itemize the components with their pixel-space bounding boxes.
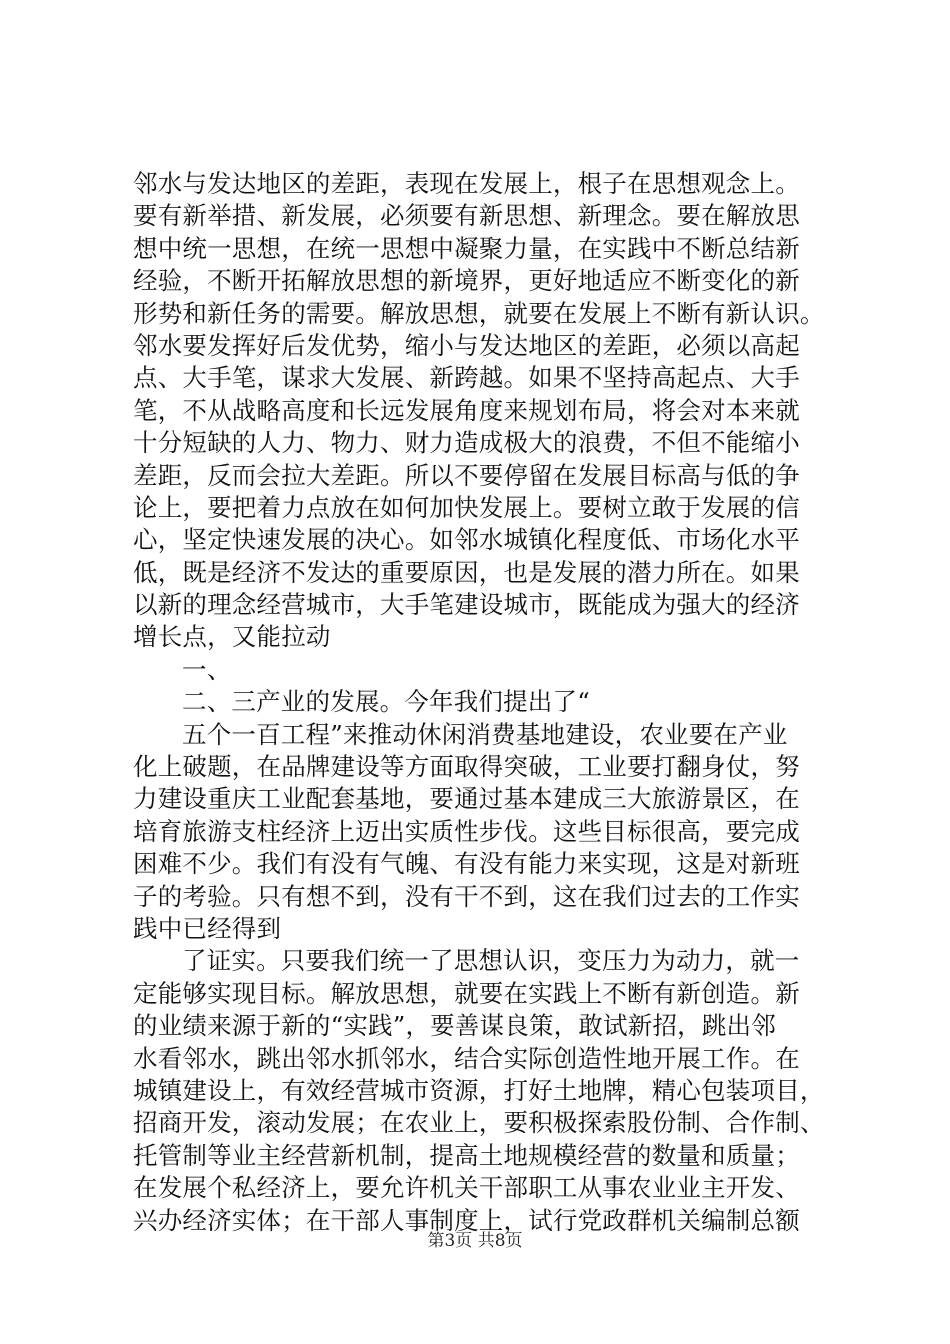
- text-line: 邻水要发挥好后发优势，缩小与发达地区的差距，必须以高起: [133, 330, 800, 360]
- text-line: 心，坚定快速发展的决心。如邻水城镇化程度低、市场化水平: [133, 525, 800, 555]
- text-line: 招商开发，滚动发展；在农业上，要积极探索股份制、合作制、: [133, 1108, 825, 1138]
- text-line: 以新的理念经营城市，大手笔建设城市，既能成为强大的经济: [133, 590, 800, 620]
- text-line: 托管制等业主经营新机制，提高土地规模经营的数量和质量；: [133, 1140, 800, 1170]
- text-line: 论上，要把着力点放在如何加快发展上。要树立敢于发展的信: [133, 492, 800, 522]
- text-line: 要有新举措、新发展，必须要有新思想、新理念。要在解放思: [133, 201, 800, 231]
- text-line: 在发展个私经济上，要允许机关干部职工从事农业业主开发、: [133, 1173, 800, 1203]
- text-line: 力建设重庆工业配套基地，要通过基本建成三大旅游景区，在: [133, 784, 800, 814]
- text-line: 差距，反而会拉大差距。所以不要停留在发展目标高与低的争: [133, 460, 800, 490]
- text-line: 形势和新任务的需要。解放思想，就要在发展上不断有新认识。: [133, 298, 825, 328]
- text-line: 笔，不从战略高度和长远发展角度来规划布局，将会对本来就: [133, 395, 800, 425]
- text-line: 兴办经济实体；在干部人事制度上，试行党政群机关编制总额: [133, 1205, 800, 1235]
- text-line: 城镇建设上，有效经营城市资源，打好土地牌，精心包装项目，: [133, 1075, 825, 1105]
- text-line: 增长点，又能拉动: [133, 622, 331, 652]
- text-line: 二、三产业的发展。今年我们提出了“: [182, 687, 590, 717]
- text-line: 子的考验。只有想不到，没有干不到，这在我们过去的工作实: [133, 881, 800, 911]
- text-line: 的业绩来源于新的“实践”，要善谋良策，敢试新招，跳出邻: [133, 1011, 776, 1041]
- text-line: 困难不少。我们有没有气魄、有没有能力来实现，这是对新班: [133, 849, 800, 879]
- body-text: [133, 168, 853, 1237]
- text-line: 邻水与发达地区的差距，表现在发展上，根子在思想观念上。: [133, 169, 800, 198]
- text-line: 经验，不断开拓解放思想的新境界，更好地适应不断变化的新: [133, 266, 800, 296]
- text-line: 水看邻水，跳出邻水抓邻水，结合实际创造性地开展工作。在: [133, 1043, 800, 1073]
- text-line: 点、大手笔，谋求大发展、新跨越。如果不坚持高起点、大手: [133, 363, 800, 393]
- text-line: 定能够实现目标。解放思想，就要在实践上不断有新创造。新: [133, 978, 800, 1008]
- text-line: 了证实。只要我们统一了思想认识，变压力为动力，就一: [182, 946, 800, 976]
- text-line: 想中统一思想，在统一思想中凝聚力量，在实践中不断总结新: [133, 233, 800, 263]
- text-line: 五个一百工程”来推动休闲消费基地建设，农业要在产业: [182, 719, 788, 749]
- text-line: 化上破题，在品牌建设等方面取得突破，工业要打翻身仗，努: [133, 752, 800, 782]
- text-line: 低，既是经济不发达的重要原因，也是发展的潜力所在。如果: [133, 557, 800, 587]
- text-line: 十分短缺的人力、物力、财力造成极大的浪费，不但不能缩小: [133, 428, 800, 458]
- text-line: 践中已经得到: [133, 913, 282, 943]
- text-line: 培育旅游支柱经济上迈出实质性步伐。这些目标很高，要完成: [133, 816, 800, 846]
- text-line: 一、: [182, 654, 232, 684]
- page-footer: 第3页 共8页: [427, 1231, 523, 1251]
